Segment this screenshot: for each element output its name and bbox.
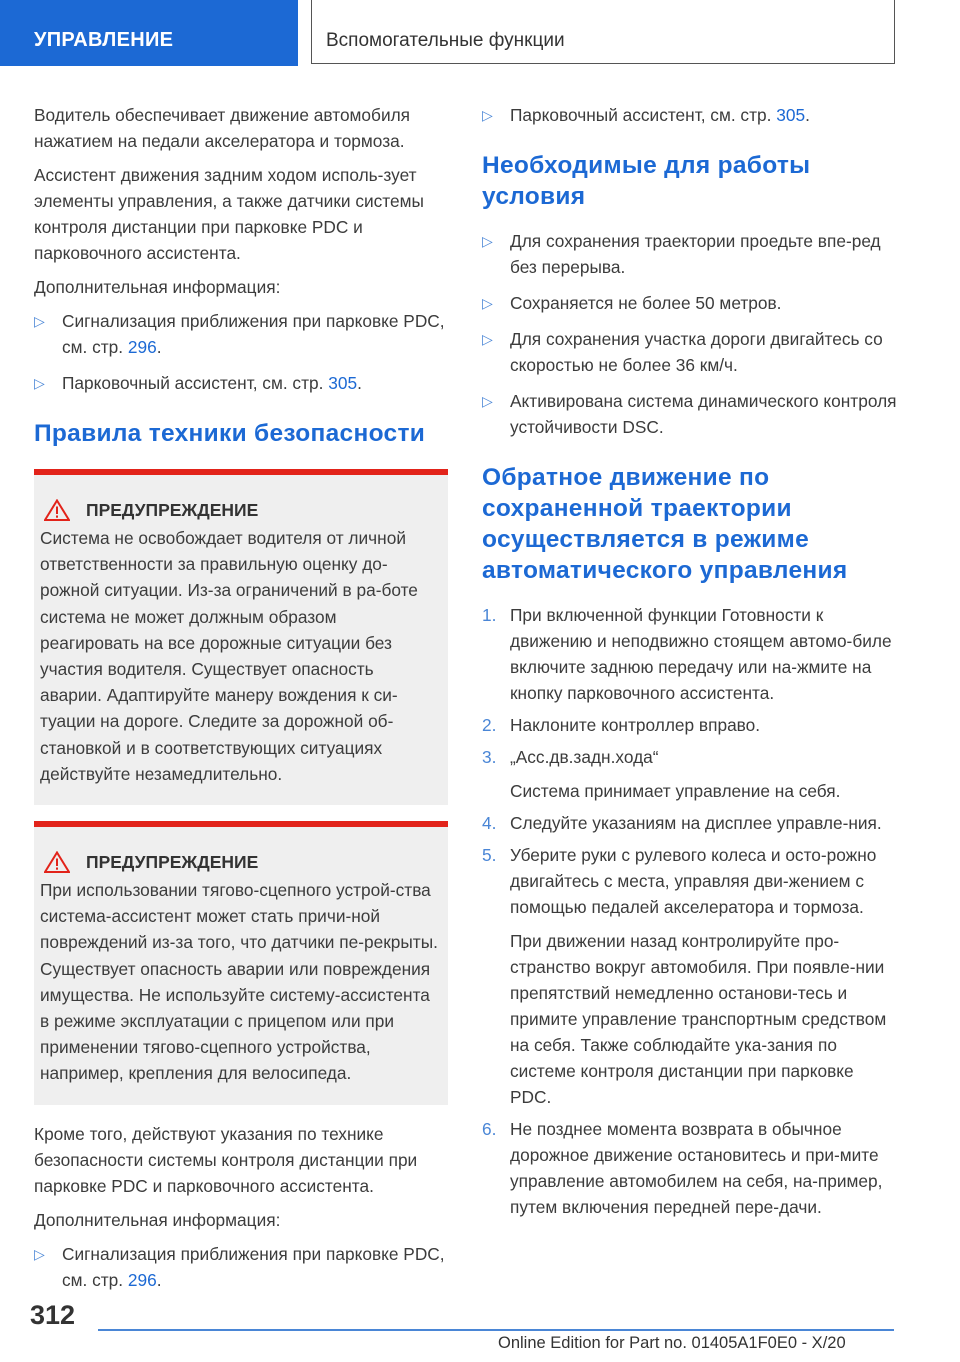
triangle-bullet-icon: ▷ bbox=[482, 107, 493, 123]
warning-triangle-icon bbox=[44, 851, 70, 873]
section-tab: УПРАВЛЕНИЕ bbox=[0, 0, 298, 66]
section-heading-conditions: Необходимые для работы условия bbox=[482, 152, 811, 210]
step-item bbox=[482, 712, 898, 738]
step-number: 4. bbox=[482, 813, 497, 833]
warning-triangle-icon bbox=[44, 499, 70, 521]
warning-title: ПРЕДУПРЕЖДЕНИЕ bbox=[86, 500, 259, 520]
warning-text: Система не освобождает водителя от личной ответственности за правильную оценку до-рожной ситуации. Из-за ограничений в ра-боте система не может должным образом реагировать на все дорожные ситуации без участия водителя. Существует опасность аварии. Адаптируйте манеру вождения к си-туации на дороге. Следите за дорожной об-становкой и в соответствующих ситуациях действуйте незамедлительно. bbox=[40, 528, 418, 784]
step-note: Система принимает управление на себя. bbox=[510, 781, 841, 801]
list-item: ▷ Для сохранения участка дороги двигайтесь со скоростью не более 36 км/ч. bbox=[482, 326, 898, 378]
left-column bbox=[34, 102, 448, 1303]
step-item bbox=[482, 602, 898, 706]
step-note: При движении назад контролируйте про-странство вокруг автомобиля. При появле-нии препятствий немедленно останови-тесь и примите управление транспортным средством на себя. Также соблюдайте ука-зания по системе контроля дистанции при парковке PDC. bbox=[510, 931, 887, 1107]
section-heading-reverse: Обратное движение по сохраненной траектории осуществляется в режиме автоматического управления bbox=[482, 464, 848, 584]
step-number: 2. bbox=[482, 715, 497, 735]
list-item: ▷ Сигнализация приближения при парковке PDC, см. стр. 296. bbox=[34, 308, 448, 360]
right-column bbox=[482, 102, 898, 1226]
page-link[interactable]: 305 bbox=[776, 105, 806, 125]
step-item bbox=[482, 842, 898, 1110]
step-number: 3. bbox=[482, 747, 497, 767]
step-item bbox=[482, 1116, 898, 1220]
more-info-label: Дополнительная информация: bbox=[34, 1209, 281, 1230]
warning-text: При использовании тягово-сцепного устрой-ства система-ассистент может стать причи-ной повреждений из-за того, что датчики пе-рекрыты. Существует опасность аварии или повреждения имущества. Не используйте систему-ассистента в режиме эксплуатации с прицепом или при применении тягово-сцепного устройства, например, крепления для велосипеда. bbox=[40, 880, 438, 1084]
step-text: Наклоните контроллер вправо. bbox=[510, 715, 761, 735]
triangle-bullet-icon: ▷ bbox=[482, 295, 493, 311]
page-number: 312 bbox=[30, 1300, 76, 1330]
step-item bbox=[482, 810, 898, 836]
warning-box bbox=[34, 469, 448, 805]
intro-paragraph-1: Водитель обеспечивает движение автомобиля нажатием на педали акселератора и тормоза. bbox=[34, 105, 411, 151]
triangle-bullet-icon: ▷ bbox=[34, 375, 45, 391]
step-text: „Асс.дв.задн.хода“ bbox=[510, 747, 659, 767]
edition-note: Online Edition for Part no. 01405A1F0E0 - X/20 bbox=[498, 1334, 846, 1352]
step-number: 6. bbox=[482, 1119, 497, 1139]
section-heading-safety: Правила техники безопасности bbox=[34, 420, 426, 447]
page-header bbox=[0, 0, 960, 66]
step-text: Не позднее момента возврата в обычное дорожное движение остановитесь и при-мите управление автомобилем на себя, на-пример, путем включения передней пере-дачи. bbox=[510, 1119, 883, 1217]
step-item bbox=[482, 744, 898, 804]
footer-divider bbox=[98, 1329, 894, 1331]
page-link[interactable]: 296 bbox=[127, 1269, 157, 1290]
list-item: ▷ Для сохранения траектории проедьте впе-ред без перерыва. bbox=[482, 228, 898, 280]
triangle-bullet-icon: ▷ bbox=[482, 331, 493, 347]
outro-paragraph: Кроме того, действуют указания по технике безопасности системы контроля дистанции при парковке PDC и парковочного ассистента. bbox=[34, 1123, 418, 1196]
list-item: ▷ Активирована система динамического контроля устойчивости DSC. bbox=[482, 388, 898, 440]
list-item: ▷ Сохраняется не более 50 метров. bbox=[482, 290, 898, 316]
chapter-title: Вспомогательные функции bbox=[326, 30, 565, 51]
step-text: Уберите руки с рулевого колеса и осто-рожно двигайтесь с места, управляя дви-жением с помощью педалей акселератора и тормоза. bbox=[510, 845, 877, 917]
page-link[interactable]: 296 bbox=[127, 337, 157, 357]
step-text: Следуйте указаниям на дисплее управле-ния. bbox=[510, 813, 882, 833]
warning-title: ПРЕДУПРЕЖДЕНИЕ bbox=[86, 852, 259, 873]
step-number: 1. bbox=[482, 605, 497, 625]
list-item: ▷ Парковочный ассистент, см. стр. 305. bbox=[34, 370, 448, 396]
page-link[interactable]: 305 bbox=[328, 373, 358, 393]
intro-paragraph-2: Ассистент движения задним ходом исполь-зует элементы управления, а также датчики системы контроля дистанции при парковке PDC и парковочного ассистента. bbox=[34, 165, 424, 263]
triangle-bullet-icon: ▷ bbox=[34, 313, 45, 329]
list-item: ▷ Парковочный ассистент, см. стр. 305. bbox=[482, 102, 898, 128]
more-info-label: Дополнительная информация: bbox=[34, 277, 281, 297]
list-item: ▷ Сигнализация приближения при парковке PDC, см. стр. 296. bbox=[34, 1241, 448, 1293]
triangle-bullet-icon: ▷ bbox=[482, 233, 493, 249]
step-text: При включенной функции Готовности к движению и неподвижно стоящем автомо-биле включите заднюю передачу или на-жмите на кнопку парковочного ассистента. bbox=[510, 605, 892, 703]
triangle-bullet-icon: ▷ bbox=[482, 393, 493, 409]
step-number: 5. bbox=[482, 845, 497, 865]
triangle-bullet-icon: ▷ bbox=[34, 1245, 45, 1262]
warning-box bbox=[34, 821, 448, 1105]
